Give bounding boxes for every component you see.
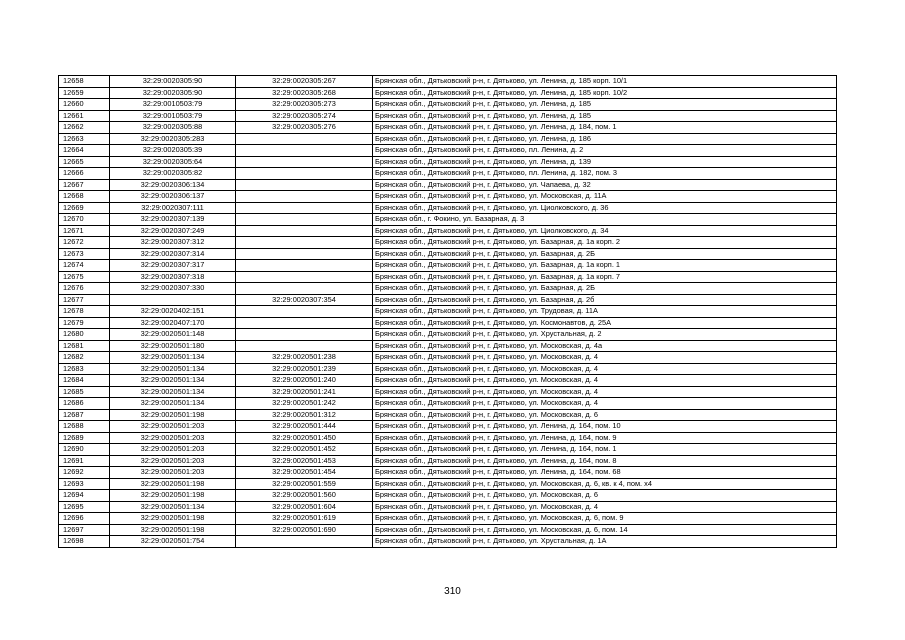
address-cell: Брянская обл., Дятьковский р-н, г. Дятьково, ул. Ленина, д. 164, пом. 1 xyxy=(373,444,837,456)
address-cell: Брянская обл., Дятьковский р-н, г. Дятьково, ул. Московская, д. 4 xyxy=(373,363,837,375)
object-cadastral-number-cell xyxy=(236,283,373,295)
address-cell: Брянская обл., Дятьковский р-н, г. Дятьково, ул. Ленина, д. 185 xyxy=(373,110,837,122)
table-row xyxy=(59,467,837,479)
address-cell: Брянская обл., Дятьковский р-н, г. Дятьково, ул. Космонавтов, д. 25А xyxy=(373,317,837,329)
address-cell: Брянская обл., Дятьковский р-н, г. Дятьково, ул. Базарная, д. 2Б xyxy=(373,283,837,295)
object-cadastral-number-cell xyxy=(236,156,373,168)
parcel-cadastral-number-cell: 32:29:0020501:198 xyxy=(110,409,236,421)
object-cadastral-number-cell: 32:29:0020501:312 xyxy=(236,409,373,421)
parcel-cadastral-number-cell: 32:29:0020501:180 xyxy=(110,340,236,352)
row-number-cell: 12666 xyxy=(59,168,110,180)
table-row xyxy=(59,501,837,513)
object-cadastral-number-cell xyxy=(236,329,373,341)
table-row xyxy=(59,168,837,180)
table-row xyxy=(59,340,837,352)
parcel-cadastral-number-cell: 32:29:0020305:64 xyxy=(110,156,236,168)
object-cadastral-number-cell: 32:29:0020305:276 xyxy=(236,122,373,134)
table-row xyxy=(59,179,837,191)
table-row xyxy=(59,363,837,375)
parcel-cadastral-number-cell: 32:29:0020407:170 xyxy=(110,317,236,329)
parcel-cadastral-number-cell: 32:29:0020306:134 xyxy=(110,179,236,191)
row-number-cell: 12692 xyxy=(59,467,110,479)
address-cell: Брянская обл., Дятьковский р-н, г. Дятьково, ул. Московская, д. 4 xyxy=(373,375,837,387)
row-number-cell: 12688 xyxy=(59,421,110,433)
parcel-cadastral-number-cell xyxy=(110,294,236,306)
table-row xyxy=(59,306,837,318)
object-cadastral-number-cell xyxy=(236,306,373,318)
parcel-cadastral-number-cell: 32:29:0020305:39 xyxy=(110,145,236,157)
row-number-cell: 12696 xyxy=(59,513,110,525)
parcel-cadastral-number-cell: 32:29:0020501:198 xyxy=(110,513,236,525)
row-number-cell: 12661 xyxy=(59,110,110,122)
parcel-cadastral-number-cell: 32:29:0010503:79 xyxy=(110,99,236,111)
table-row xyxy=(59,99,837,111)
parcel-cadastral-number-cell: 32:29:0020306:137 xyxy=(110,191,236,203)
address-cell: Брянская обл., Дятьковский р-н, г. Дятьково, ул. Ленина, д. 164, пом. 9 xyxy=(373,432,837,444)
address-cell: Брянская обл., Дятьковский р-н, г. Дятьково, ул. Московская, д. 11А xyxy=(373,191,837,203)
table-row xyxy=(59,524,837,536)
table-row xyxy=(59,294,837,306)
row-number-cell: 12681 xyxy=(59,340,110,352)
row-number-cell: 12674 xyxy=(59,260,110,272)
table-row xyxy=(59,536,837,548)
row-number-cell: 12668 xyxy=(59,191,110,203)
row-number-cell: 12682 xyxy=(59,352,110,364)
table-row xyxy=(59,145,837,157)
object-cadastral-number-cell: 32:29:0020501:559 xyxy=(236,478,373,490)
address-cell: Брянская обл., Дятьковский р-н, г. Дятьково, ул. Базарная, д. 2б xyxy=(373,294,837,306)
parcel-cadastral-number-cell: 32:29:0020501:203 xyxy=(110,444,236,456)
row-number-cell: 12694 xyxy=(59,490,110,502)
object-cadastral-number-cell: 32:29:0020501:604 xyxy=(236,501,373,513)
row-number-cell: 12669 xyxy=(59,202,110,214)
object-cadastral-number-cell: 32:29:0020307:354 xyxy=(236,294,373,306)
object-cadastral-number-cell xyxy=(236,237,373,249)
address-cell: Брянская обл., Дятьковский р-н, г. Дятьково, ул. Московская, д. 6, пом. 9 xyxy=(373,513,837,525)
row-number-cell: 12660 xyxy=(59,99,110,111)
parcel-cadastral-number-cell: 32:29:0020501:198 xyxy=(110,478,236,490)
parcel-cadastral-number-cell: 32:29:0020501:198 xyxy=(110,524,236,536)
parcel-cadastral-number-cell: 32:29:0020307:249 xyxy=(110,225,236,237)
table-row xyxy=(59,260,837,272)
row-number-cell: 12678 xyxy=(59,306,110,318)
object-cadastral-number-cell: 32:29:0020501:238 xyxy=(236,352,373,364)
address-cell: Брянская обл., Дятьковский р-н, г. Дятьково, ул. Ленина, д. 185 xyxy=(373,99,837,111)
object-cadastral-number-cell xyxy=(236,536,373,548)
parcel-cadastral-number-cell: 32:29:0020307:317 xyxy=(110,260,236,272)
address-cell: Брянская обл., Дятьковский р-н, г. Дятьково, ул. Ленина, д. 164, пом. 10 xyxy=(373,421,837,433)
address-cell: Брянская обл., Дятьковский р-н, г. Дятьково, ул. Московская, д. 4 xyxy=(373,386,837,398)
parcel-cadastral-number-cell: 32:29:0020307:318 xyxy=(110,271,236,283)
object-cadastral-number-cell xyxy=(236,133,373,145)
table-row xyxy=(59,352,837,364)
parcel-cadastral-number-cell: 32:29:0020307:330 xyxy=(110,283,236,295)
table-row xyxy=(59,237,837,249)
object-cadastral-number-cell: 32:29:0020501:454 xyxy=(236,467,373,479)
address-cell: Брянская обл., Дятьковский р-н, г. Дятьково, ул. Базарная, д. 2Б xyxy=(373,248,837,260)
parcel-cadastral-number-cell: 32:29:0020307:111 xyxy=(110,202,236,214)
object-cadastral-number-cell: 32:29:0020305:273 xyxy=(236,99,373,111)
row-number-cell: 12673 xyxy=(59,248,110,260)
row-number-cell: 12664 xyxy=(59,145,110,157)
parcel-cadastral-number-cell: 32:29:0020501:754 xyxy=(110,536,236,548)
table-row xyxy=(59,191,837,203)
address-cell: Брянская обл., Дятьковский р-н, г. Дятьково, ул. Ленина, д. 186 xyxy=(373,133,837,145)
object-cadastral-number-cell: 32:29:0020501:450 xyxy=(236,432,373,444)
parcel-cadastral-number-cell: 32:29:0020305:88 xyxy=(110,122,236,134)
row-number-cell: 12679 xyxy=(59,317,110,329)
address-cell: Брянская обл., Дятьковский р-н, г. Дятьково, ул. Московская, д. 4 xyxy=(373,352,837,364)
object-cadastral-number-cell xyxy=(236,214,373,226)
row-number-cell: 12670 xyxy=(59,214,110,226)
address-cell: Брянская обл., Дятьковский р-н, г. Дятьково, ул. Чапаева, д. 32 xyxy=(373,179,837,191)
parcel-cadastral-number-cell: 32:29:0020501:134 xyxy=(110,398,236,410)
table-row xyxy=(59,375,837,387)
table-row xyxy=(59,329,837,341)
object-cadastral-number-cell: 32:29:0020305:267 xyxy=(236,76,373,88)
address-cell: Брянская обл., Дятьковский р-н, г. Дятьково, ул. Базарная, д. 1а корп. 7 xyxy=(373,271,837,283)
object-cadastral-number-cell xyxy=(236,202,373,214)
row-number-cell: 12665 xyxy=(59,156,110,168)
row-number-cell: 12689 xyxy=(59,432,110,444)
table-row xyxy=(59,225,837,237)
table-row xyxy=(59,444,837,456)
address-cell: Брянская обл., Дятьковский р-н, г. Дятьково, ул. Ленина, д. 185 корп. 10/2 xyxy=(373,87,837,99)
address-cell: Брянская обл., Дятьковский р-н, г. Дятьково, ул. Циолковского, д. 36 xyxy=(373,202,837,214)
object-cadastral-number-cell: 32:29:0020501:690 xyxy=(236,524,373,536)
registry-table xyxy=(58,75,837,548)
row-number-cell: 12680 xyxy=(59,329,110,341)
row-number-cell: 12675 xyxy=(59,271,110,283)
page-number: 310 xyxy=(444,586,461,597)
parcel-cadastral-number-cell: 32:29:0020501:134 xyxy=(110,375,236,387)
row-number-cell: 12693 xyxy=(59,478,110,490)
object-cadastral-number-cell: 32:29:0020305:274 xyxy=(236,110,373,122)
object-cadastral-number-cell: 32:29:0020501:619 xyxy=(236,513,373,525)
parcel-cadastral-number-cell: 32:29:0020501:203 xyxy=(110,421,236,433)
parcel-cadastral-number-cell: 32:29:0020501:203 xyxy=(110,432,236,444)
parcel-cadastral-number-cell: 32:29:0020501:148 xyxy=(110,329,236,341)
address-cell: Брянская обл., Дятьковский р-н, г. Дятьково, ул. Базарная, д. 1а корп. 1 xyxy=(373,260,837,272)
address-cell: Брянская обл., Дятьковский р-н, г. Дятьково, ул. Циолковского, д. 34 xyxy=(373,225,837,237)
row-number-cell: 12698 xyxy=(59,536,110,548)
object-cadastral-number-cell: 32:29:0020501:560 xyxy=(236,490,373,502)
parcel-cadastral-number-cell: 32:29:0020402:151 xyxy=(110,306,236,318)
address-cell: Брянская обл., Дятьковский р-н, г. Дятьково, ул. Ленина, д. 184, пом. 1 xyxy=(373,122,837,134)
table-row xyxy=(59,248,837,260)
object-cadastral-number-cell: 32:29:0020501:240 xyxy=(236,375,373,387)
address-cell: Брянская обл., г. Фокино, ул. Базарная, д. 3 xyxy=(373,214,837,226)
address-cell: Брянская обл., Дятьковский р-н, г. Дятьково, ул. Ленина, д. 139 xyxy=(373,156,837,168)
row-number-cell: 12695 xyxy=(59,501,110,513)
table-row xyxy=(59,490,837,502)
object-cadastral-number-cell: 32:29:0020305:268 xyxy=(236,87,373,99)
address-cell: Брянская обл., Дятьковский р-н, г. Дятьково, ул. Ленина, д. 164, пом. 8 xyxy=(373,455,837,467)
object-cadastral-number-cell: 32:29:0020501:242 xyxy=(236,398,373,410)
row-number-cell: 12658 xyxy=(59,76,110,88)
table-row xyxy=(59,87,837,99)
table-row xyxy=(59,421,837,433)
row-number-cell: 12659 xyxy=(59,87,110,99)
address-cell: Брянская обл., Дятьковский р-н, г. Дятьково, ул. Базарная, д. 1а корп. 2 xyxy=(373,237,837,249)
object-cadastral-number-cell: 32:29:0020501:452 xyxy=(236,444,373,456)
address-cell: Брянская обл., Дятьковский р-н, г. Дятьково, ул. Хрустальная, д. 1А xyxy=(373,536,837,548)
table-row xyxy=(59,110,837,122)
row-number-cell: 12690 xyxy=(59,444,110,456)
parcel-cadastral-number-cell: 32:29:0020305:283 xyxy=(110,133,236,145)
parcel-cadastral-number-cell: 32:29:0020307:139 xyxy=(110,214,236,226)
table-row xyxy=(59,513,837,525)
object-cadastral-number-cell xyxy=(236,179,373,191)
row-number-cell: 12662 xyxy=(59,122,110,134)
object-cadastral-number-cell xyxy=(236,145,373,157)
parcel-cadastral-number-cell: 32:29:0020501:198 xyxy=(110,490,236,502)
parcel-cadastral-number-cell: 32:29:0020305:90 xyxy=(110,76,236,88)
table-row xyxy=(59,455,837,467)
address-cell: Брянская обл., Дятьковский р-н, г. Дятьково, ул. Московская, д. 4а xyxy=(373,340,837,352)
address-cell: Брянская обл., Дятьковский р-н, г. Дятьково, ул. Московская, д. 6, кв. к 4, пом. х4 xyxy=(373,478,837,490)
parcel-cadastral-number-cell: 32:29:0020501:134 xyxy=(110,501,236,513)
table-row xyxy=(59,398,837,410)
table-row xyxy=(59,214,837,226)
address-cell: Брянская обл., Дятьковский р-н, г. Дятьково, пл. Ленина, д. 2 xyxy=(373,145,837,157)
parcel-cadastral-number-cell: 32:29:0010503:79 xyxy=(110,110,236,122)
address-cell: Брянская обл., Дятьковский р-н, г. Дятьково, ул. Московская, д. 4 xyxy=(373,501,837,513)
address-cell: Брянская обл., Дятьковский р-н, г. Дятьково, ул. Трудовая, д. 11А xyxy=(373,306,837,318)
object-cadastral-number-cell xyxy=(236,191,373,203)
parcel-cadastral-number-cell: 32:29:0020501:134 xyxy=(110,352,236,364)
object-cadastral-number-cell xyxy=(236,340,373,352)
table-row xyxy=(59,156,837,168)
address-cell: Брянская обл., Дятьковский р-н, г. Дятьково, ул. Московская, д. 6, пом. 14 xyxy=(373,524,837,536)
table-row xyxy=(59,122,837,134)
object-cadastral-number-cell: 32:29:0020501:241 xyxy=(236,386,373,398)
parcel-cadastral-number-cell: 32:29:0020307:314 xyxy=(110,248,236,260)
address-cell: Брянская обл., Дятьковский р-н, г. Дятьково, ул. Хрустальная, д. 2 xyxy=(373,329,837,341)
object-cadastral-number-cell xyxy=(236,317,373,329)
address-cell: Брянская обл., Дятьковский р-н, г. Дятьково, ул. Ленина, д. 164, пом. 68 xyxy=(373,467,837,479)
address-cell: Брянская обл., Дятьковский р-н, г. Дятьково, ул. Московская, д. 6 xyxy=(373,490,837,502)
parcel-cadastral-number-cell: 32:29:0020305:82 xyxy=(110,168,236,180)
address-cell: Брянская обл., Дятьковский р-н, г. Дятьково, ул. Московская, д. 6 xyxy=(373,409,837,421)
parcel-cadastral-number-cell: 32:29:0020501:203 xyxy=(110,467,236,479)
row-number-cell: 12667 xyxy=(59,179,110,191)
row-number-cell: 12677 xyxy=(59,294,110,306)
parcel-cadastral-number-cell: 32:29:0020501:134 xyxy=(110,386,236,398)
table-row xyxy=(59,478,837,490)
row-number-cell: 12671 xyxy=(59,225,110,237)
table-row xyxy=(59,271,837,283)
table-row xyxy=(59,202,837,214)
object-cadastral-number-cell xyxy=(236,271,373,283)
row-number-cell: 12691 xyxy=(59,455,110,467)
registry-table-body xyxy=(59,76,837,548)
object-cadastral-number-cell xyxy=(236,260,373,272)
table-row xyxy=(59,386,837,398)
row-number-cell: 12687 xyxy=(59,409,110,421)
row-number-cell: 12683 xyxy=(59,363,110,375)
parcel-cadastral-number-cell: 32:29:0020501:134 xyxy=(110,363,236,375)
address-cell: Брянская обл., Дятьковский р-н, г. Дятьково, ул. Московская, д. 4 xyxy=(373,398,837,410)
table-row xyxy=(59,409,837,421)
row-number-cell: 12684 xyxy=(59,375,110,387)
address-cell: Брянская обл., Дятьковский р-н, г. Дятьково, ул. Ленина, д. 185 корп. 10/1 xyxy=(373,76,837,88)
row-number-cell: 12685 xyxy=(59,386,110,398)
table-row xyxy=(59,432,837,444)
table-row xyxy=(59,76,837,88)
parcel-cadastral-number-cell: 32:29:0020307:312 xyxy=(110,237,236,249)
object-cadastral-number-cell: 32:29:0020501:444 xyxy=(236,421,373,433)
address-cell: Брянская обл., Дятьковский р-н, г. Дятьково, пл. Ленина, д. 182, пом. 3 xyxy=(373,168,837,180)
object-cadastral-number-cell xyxy=(236,168,373,180)
table-row xyxy=(59,283,837,295)
table-row xyxy=(59,317,837,329)
object-cadastral-number-cell: 32:29:0020501:239 xyxy=(236,363,373,375)
row-number-cell: 12697 xyxy=(59,524,110,536)
row-number-cell: 12663 xyxy=(59,133,110,145)
row-number-cell: 12672 xyxy=(59,237,110,249)
object-cadastral-number-cell: 32:29:0020501:453 xyxy=(236,455,373,467)
parcel-cadastral-number-cell: 32:29:0020501:203 xyxy=(110,455,236,467)
object-cadastral-number-cell xyxy=(236,225,373,237)
table-row xyxy=(59,133,837,145)
parcel-cadastral-number-cell: 32:29:0020305:90 xyxy=(110,87,236,99)
object-cadastral-number-cell xyxy=(236,248,373,260)
row-number-cell: 12676 xyxy=(59,283,110,295)
row-number-cell: 12686 xyxy=(59,398,110,410)
